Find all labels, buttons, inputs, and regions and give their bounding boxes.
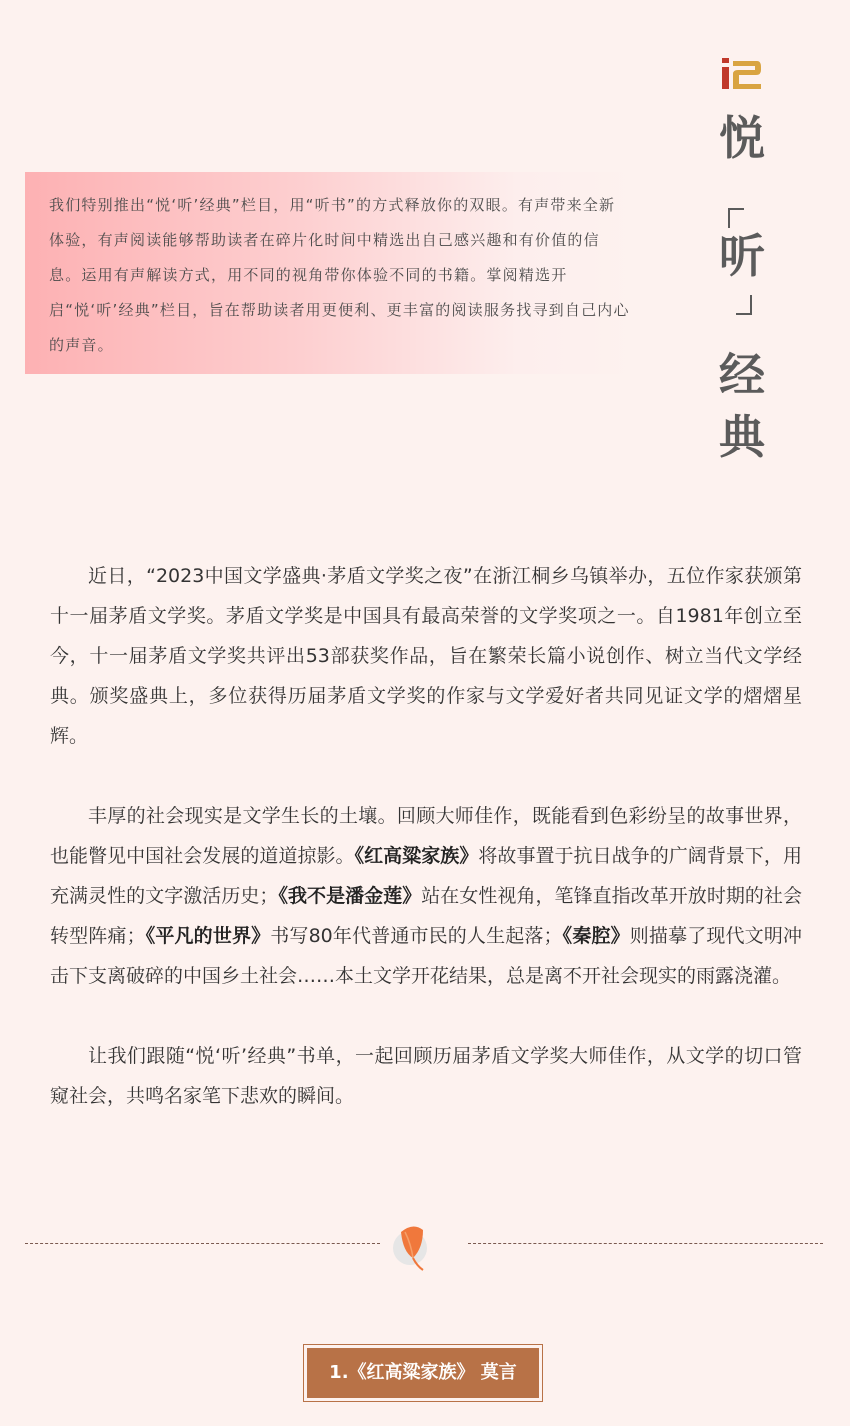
title-char-ting: 听 — [719, 229, 765, 283]
book-title-ordinary-world: 《平凡的世界》 — [145, 925, 271, 947]
intro-box — [25, 172, 640, 374]
title-char-dian: 典 — [719, 410, 765, 464]
divider-right — [468, 1243, 823, 1244]
title-bracket-open — [728, 208, 744, 228]
p2-text-3: 站在女性视角，笔锋直指改革开放时期的社会转型阵痛； — [50, 885, 802, 947]
title-char-jing: 经 — [719, 348, 765, 402]
p2-text-1: 丰厚的社会现实是文学生长的土壤。回顾大师佳作，既能看到色彩纷呈的故事世界，也能瞥见中国社会发展的道道掠影。 — [50, 805, 802, 867]
divider-left — [25, 1243, 380, 1244]
title-bracket-close — [736, 295, 752, 315]
title-char-yue: 悦 — [719, 111, 765, 165]
p2-text-2: 将故事置于抗日战争的广阔背景下，用充满灵性的文字激活历史； — [50, 845, 802, 907]
article-paragraph-3: 让我们跟随“悦‘听’经典”书单，一起回顾历届茅盾文学奖大师佳作，从文学的切口管窥社会，共鸣名家笔下悲欢的瞬间。 — [50, 1045, 802, 1107]
book-title-red-sorghum: 《红高粱家族》 — [354, 845, 479, 867]
leaf-icon — [393, 1222, 433, 1274]
p2-text-4: 书写80年代普通市民的人生起落； — [270, 925, 563, 947]
article-body — [50, 556, 802, 1156]
article-paragraph-1: 近日，“2023中国文学盛典·茅盾文学奖之夜”在浙江桐乡乌镇举办，五位作家获颁第十一届茅盾文学奖。茅盾文学奖是中国具有最高荣誉的文学奖项之一。自1981年创立至今，十一届茅盾文学奖共评出53部获奖作品，旨在繁荣长篇小说创作、树立当代文学经典。颁奖盛典上，多位获得历届茅盾文学奖的作家与文学爱好者共同见证文学的熠熠星辉。 — [50, 565, 802, 747]
article-paragraph-2 — [50, 796, 802, 996]
p2-text-5: 则描摹了现代文明冲击下支离破碎的中国乡土社会……本土文学开花结果，总是离不开社会现实的雨露浇灌。 — [50, 925, 802, 987]
book-title-qin-qiang: 《秦腔》 — [562, 925, 630, 947]
ireader-logo-icon — [721, 55, 763, 91]
section-heading: 1.《红高粱家族》 莫言 — [307, 1348, 539, 1398]
section-heading-frame — [303, 1344, 543, 1402]
intro-text: 我们特别推出“悦‘听’经典”栏目，用“听书”的方式释放你的双眼。有声带来全新体验，有声阅读能够帮助读者在碎片化时间中精选出自己感兴趣和有价值的信息。运用有声解读方式，用不同的视角带你体验不同的书籍。掌阅精选开启“悦‘听’经典”栏目，旨在帮助读者用更便利、更丰富的阅读服务找寻到自己内心的声音。 — [49, 196, 630, 354]
book-title-i-am-not-pan-jinlian: 《我不是潘金莲》 — [278, 885, 422, 907]
